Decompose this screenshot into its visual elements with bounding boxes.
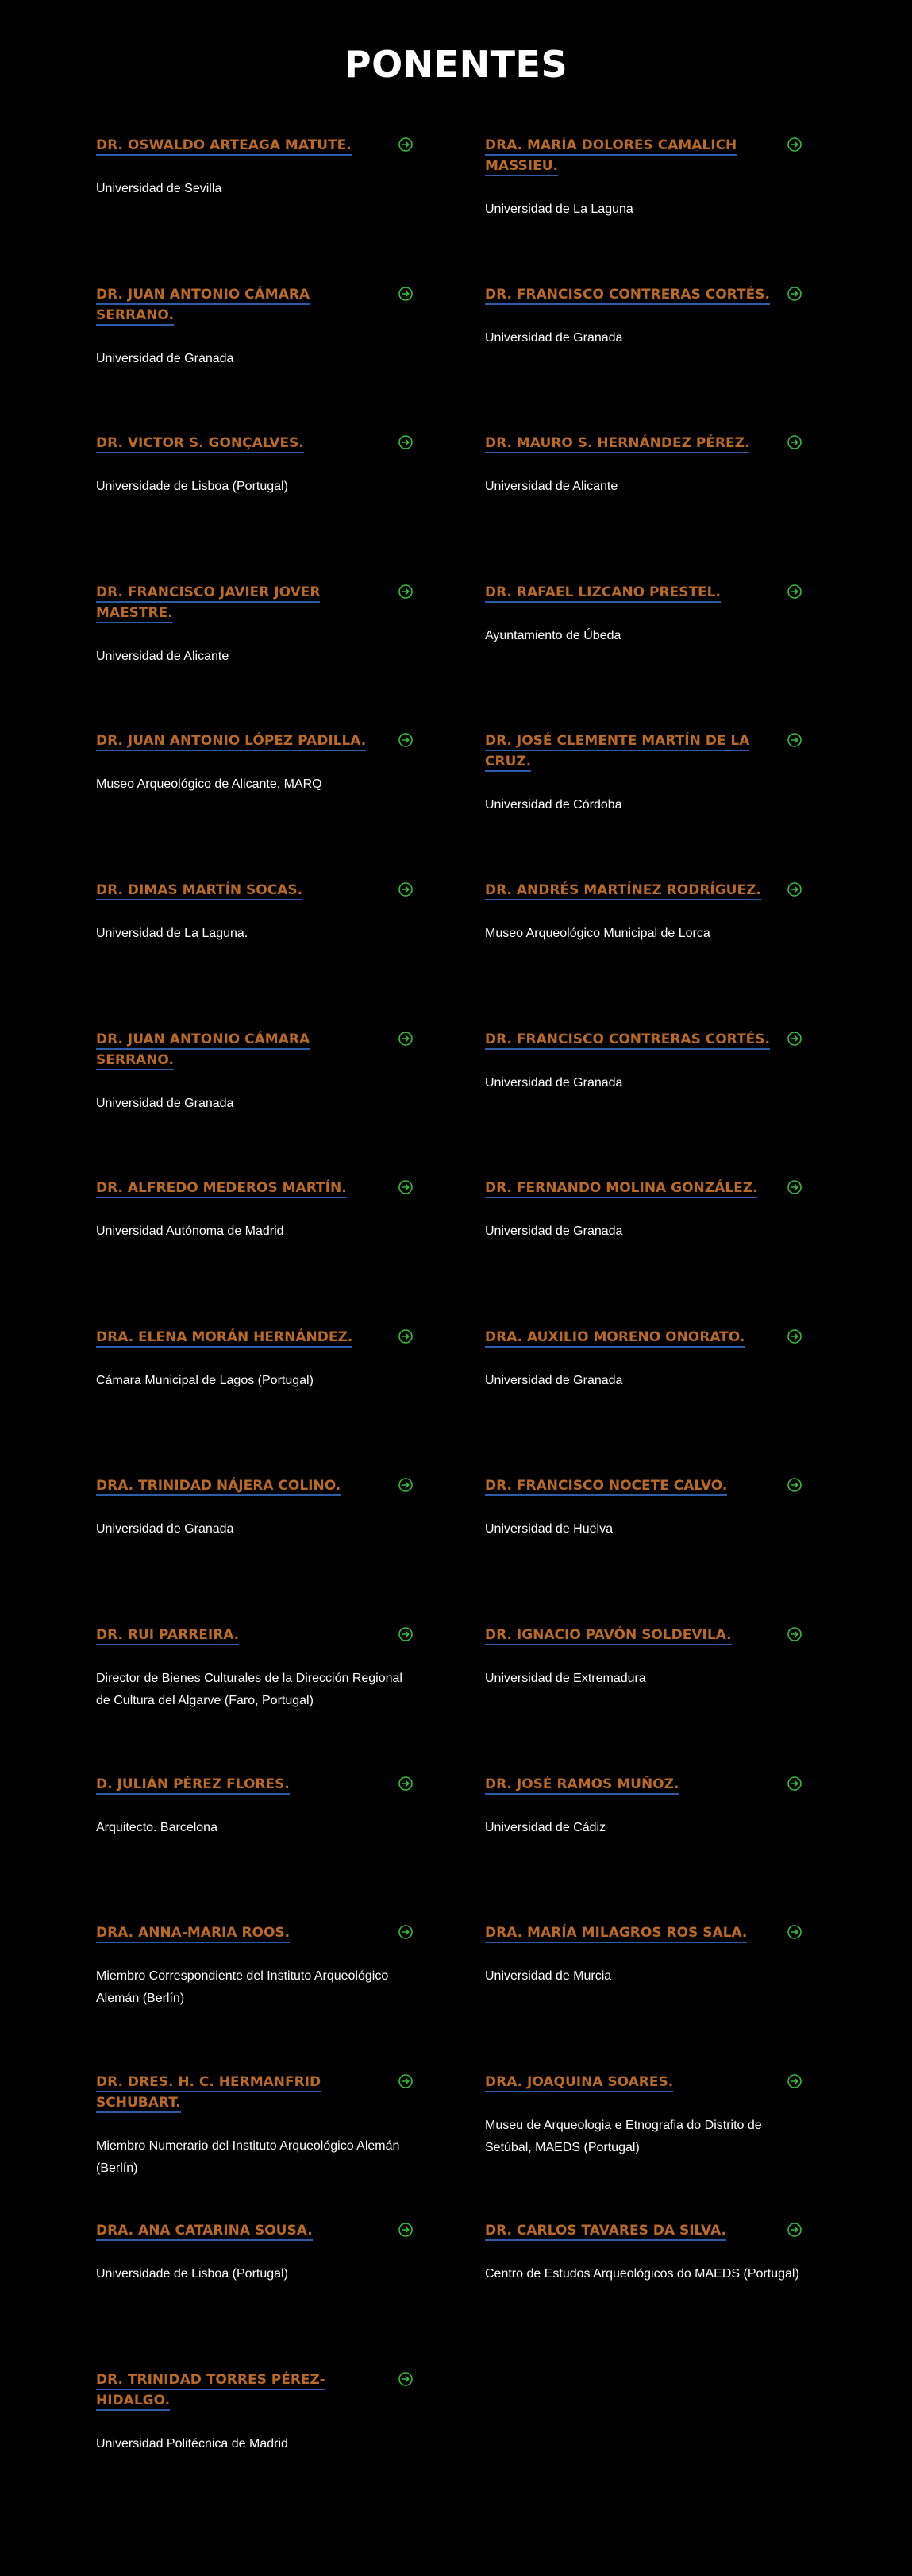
- speaker-header: [485, 2220, 802, 2241]
- arrow-circle-right-icon[interactable]: [398, 1776, 414, 1791]
- speaker-affiliation: Universidad de Córdoba: [485, 798, 622, 812]
- speaker-name-link[interactable]: DR. MAURO S. HERNÁNDEZ PÉREZ.: [485, 435, 749, 453]
- speaker-name-link[interactable]: DR. DRES. H. C. HERMANFRID SCHUBART.: [96, 2074, 321, 2113]
- speaker-header: [96, 2370, 414, 2411]
- arrow-circle-right-icon[interactable]: [398, 434, 414, 450]
- speaker-name-link[interactable]: DR. FRANCISCO JAVIER JOVER MAESTRE.: [96, 584, 320, 623]
- speaker-name-link[interactable]: DR. JOSÉ CLEMENTE MARTÍN DE LA CRUZ.: [485, 733, 749, 772]
- arrow-circle-right-icon[interactable]: [398, 1626, 414, 1642]
- arrow-circle-right-icon[interactable]: [787, 2222, 802, 2238]
- speaker-card: [96, 1162, 414, 1311]
- speaker-affiliation: Universidad Autónoma de Madrid: [96, 1224, 284, 1239]
- speaker-header: [485, 433, 802, 453]
- speaker-affiliation: Miembro Correspondiente del Instituto Arqueológico Alemán (Berlín): [96, 1969, 389, 2006]
- speaker-card: [485, 1609, 802, 1758]
- speaker-name-link[interactable]: DR. FRANCISCO NOCETE CALVO.: [485, 1478, 727, 1496]
- speaker-affiliation: Arquitecto. Barcelona: [96, 1820, 217, 1834]
- speaker-header: [96, 1178, 414, 1198]
- speaker-card: [485, 1758, 802, 1907]
- speaker-affiliation: Universidade de Lisboa (Portugal): [96, 2267, 288, 2281]
- speaker-header: [96, 880, 414, 900]
- arrow-circle-right-icon[interactable]: [787, 1924, 802, 1940]
- speaker-header: [96, 2220, 414, 2241]
- speaker-card: [96, 417, 414, 566]
- speaker-affiliation: Universidad de Alicante: [485, 480, 618, 494]
- speaker-name-link[interactable]: DRA. MARÍA DOLORES CAMALICH MASSIEU.: [485, 137, 737, 176]
- speaker-header: [485, 731, 802, 772]
- arrow-circle-right-icon[interactable]: [398, 1477, 414, 1493]
- speaker-name-link[interactable]: DR. TRINIDAD TORRES PÉREZ-HIDALGO.: [96, 2372, 325, 2411]
- speaker-card: [485, 2204, 802, 2354]
- arrow-circle-right-icon[interactable]: [787, 1179, 802, 1195]
- speaker-name-link[interactable]: DR. VICTOR S. GONÇALVES.: [96, 435, 304, 453]
- speaker-card: [96, 2056, 414, 2205]
- speaker-name-link[interactable]: DRA. MARÍA MILAGROS ROS SALA.: [485, 1925, 747, 1943]
- speaker-card: [485, 1162, 802, 1311]
- speaker-card: [96, 268, 414, 418]
- speaker-name-link[interactable]: DR. FRANCISCO CONTRERAS CORTÉS.: [485, 287, 770, 305]
- speaker-name-link[interactable]: DRA. ANA CATARINA SOUSA.: [96, 2223, 313, 2241]
- speaker-card: [485, 2056, 802, 2205]
- speaker-name-link[interactable]: DR. CARLOS TAVARES DA SILVA.: [485, 2223, 726, 2241]
- speaker-card: [485, 566, 802, 715]
- arrow-circle-right-icon[interactable]: [787, 434, 802, 450]
- speaker-card: [96, 2204, 414, 2354]
- speaker-name-link[interactable]: DR. ALFREDO MEDEROS MARTÍN.: [96, 1180, 347, 1198]
- speaker-header: [96, 1922, 414, 1943]
- speaker-card: [96, 2354, 414, 2503]
- arrow-circle-right-icon[interactable]: [787, 732, 802, 748]
- speaker-affiliation: Universidad de Extremadura: [485, 1671, 646, 1685]
- speaker-header: [96, 1774, 414, 1795]
- speaker-header: [485, 1922, 802, 1943]
- speaker-card: [485, 715, 802, 864]
- arrow-circle-right-icon[interactable]: [398, 584, 414, 600]
- page-title: PONENTES: [344, 43, 568, 86]
- speaker-name-link[interactable]: DR. OSWALDO ARTEAGA MATUTE.: [96, 137, 352, 156]
- arrow-circle-right-icon[interactable]: [398, 137, 414, 152]
- speaker-card: [485, 119, 802, 268]
- speaker-header: [485, 2072, 802, 2092]
- speaker-name-link[interactable]: DR. JOSÉ RAMOS MUÑOZ.: [485, 1776, 679, 1795]
- speaker-header: [485, 1625, 802, 1645]
- speaker-affiliation: Universidad de Alicante: [96, 649, 229, 663]
- speaker-name-link[interactable]: DR. IGNACIO PAVÓN SOLDEVILA.: [485, 1627, 732, 1645]
- arrow-circle-right-icon[interactable]: [398, 1924, 414, 1940]
- speaker-card: [96, 1311, 414, 1460]
- arrow-circle-right-icon[interactable]: [787, 584, 802, 600]
- speaker-affiliation: Universidade de Lisboa (Portugal): [96, 480, 288, 494]
- speaker-header: [485, 135, 802, 176]
- speaker-header: [485, 1774, 802, 1795]
- speaker-header: [96, 1029, 414, 1070]
- speaker-card: [96, 864, 414, 1013]
- speaker-name-link[interactable]: DR. FERNANDO MOLINA GONZÁLEZ.: [485, 1180, 757, 1198]
- arrow-circle-right-icon[interactable]: [398, 1179, 414, 1195]
- speaker-grid: [96, 119, 802, 2503]
- speaker-header: [96, 582, 414, 623]
- speaker-name-link[interactable]: D. JULIÁN PÉREZ FLORES.: [96, 1776, 290, 1795]
- speaker-card: [485, 268, 802, 418]
- speaker-affiliation: Universidad de Granada: [485, 330, 623, 345]
- speaker-card: [485, 1311, 802, 1460]
- speaker-name-link[interactable]: DRA. ANNA-MARIA ROOS.: [96, 1925, 290, 1943]
- speaker-name-link[interactable]: DRA. AUXILIO MORENO ONORATO.: [485, 1329, 745, 1348]
- arrow-circle-right-icon[interactable]: [787, 1776, 802, 1791]
- speaker-name-link[interactable]: DR. RUI PARREIRA.: [96, 1627, 239, 1645]
- speaker-affiliation: Universidad de La Laguna: [485, 202, 633, 216]
- arrow-circle-right-icon[interactable]: [787, 1626, 802, 1642]
- speaker-affiliation: Director de Bienes Culturales de la Dirección Regional de Cultura del Algarve (Faro, Portugal): [96, 1671, 402, 1707]
- speaker-affiliation: Universidad de Granada: [96, 1096, 234, 1110]
- arrow-circle-right-icon[interactable]: [398, 286, 414, 302]
- arrow-circle-right-icon[interactable]: [787, 881, 802, 897]
- speaker-affiliation: Museo Arqueológico Municipal de Lorca: [485, 926, 710, 940]
- arrow-circle-right-icon[interactable]: [398, 881, 414, 897]
- speaker-header: [485, 1327, 802, 1348]
- speaker-affiliation: Universidad de Granada: [485, 1075, 623, 1089]
- speaker-affiliation: Universidad de Granada: [485, 1373, 623, 1387]
- speaker-card: [96, 1013, 414, 1163]
- speaker-affiliation: Universidad Politécnica de Madrid: [96, 2436, 288, 2451]
- speaker-affiliation: Universidad de Murcia: [485, 1969, 612, 1984]
- speaker-affiliation: Miembro Numerario del Instituto Arqueológico Alemán (Berlín): [96, 2138, 400, 2175]
- speaker-header: [96, 1475, 414, 1496]
- speaker-header: [485, 284, 802, 305]
- speaker-name-link[interactable]: DR. JUAN ANTONIO LÓPEZ PADILLA.: [96, 733, 366, 751]
- speaker-card: [485, 1013, 802, 1163]
- speaker-header: [485, 1178, 802, 1198]
- speaker-affiliation: Museu de Arqueologia e Etnografia do Distrito de Setúbal, MAEDS (Portugal): [485, 2118, 762, 2154]
- arrow-circle-right-icon[interactable]: [398, 2222, 414, 2238]
- speaker-header: [96, 731, 414, 751]
- speaker-name-link[interactable]: DRA. TRINIDAD NÁJERA COLINO.: [96, 1478, 341, 1496]
- arrow-circle-right-icon[interactable]: [398, 2073, 414, 2089]
- speaker-affiliation: Museo Arqueológico de Alicante, MARQ: [96, 777, 322, 792]
- speaker-affiliation: Universidad de Huelva: [485, 1522, 613, 1537]
- arrow-circle-right-icon[interactable]: [398, 732, 414, 748]
- speaker-affiliation: Universidad de Granada: [485, 1224, 623, 1239]
- speaker-affiliation: Universidad de Granada: [96, 1522, 234, 1537]
- speaker-card: [96, 566, 414, 715]
- speaker-affiliation: Universidad de Cádiz: [485, 1820, 606, 1834]
- speaker-card: [96, 1907, 414, 2056]
- speaker-card: [96, 119, 414, 268]
- speaker-header: [96, 2072, 414, 2113]
- arrow-circle-right-icon[interactable]: [787, 2073, 802, 2089]
- arrow-circle-right-icon[interactable]: [787, 286, 802, 302]
- speaker-card: [96, 1460, 414, 1609]
- speaker-header: [485, 582, 802, 603]
- speaker-card: [485, 864, 802, 1013]
- speaker-name-link[interactable]: DR. ANDRÉS MARTÍNEZ RODRÍGUEZ.: [485, 882, 761, 900]
- speaker-card: [96, 715, 414, 864]
- speaker-header: [485, 1475, 802, 1496]
- speaker-affiliation: Cámara Municipal de Lagos (Portugal): [96, 1373, 314, 1387]
- speaker-affiliation: Universidad de La Laguna.: [96, 926, 248, 940]
- arrow-circle-right-icon[interactable]: [398, 1328, 414, 1344]
- speaker-name-link[interactable]: DR. JUAN ANTONIO CÁMARA SERRANO.: [96, 287, 310, 326]
- speaker-header: [485, 880, 802, 900]
- arrow-circle-right-icon[interactable]: [398, 1031, 414, 1047]
- speaker-card: [96, 1609, 414, 1758]
- speaker-name-link[interactable]: DR. JUAN ANTONIO CÁMARA SERRANO.: [96, 1032, 310, 1070]
- speaker-card: [485, 1907, 802, 2056]
- speaker-affiliation: Ayuntamiento de Úbeda: [485, 628, 621, 642]
- speaker-name-link[interactable]: DR. DIMAS MARTÍN SOCAS.: [96, 882, 302, 900]
- arrow-circle-right-icon[interactable]: [787, 1477, 802, 1493]
- speaker-card: [96, 1758, 414, 1907]
- speaker-name-link[interactable]: DRA. JOAQUINA SOARES.: [485, 2074, 673, 2092]
- speaker-header: [96, 433, 414, 453]
- speaker-header: [96, 1327, 414, 1348]
- arrow-circle-right-icon[interactable]: [787, 137, 802, 152]
- speaker-header: [96, 135, 414, 156]
- speaker-name-link[interactable]: DR. FRANCISCO CONTRERAS CORTÉS.: [485, 1032, 770, 1050]
- arrow-circle-right-icon[interactable]: [787, 1031, 802, 1047]
- speaker-affiliation: Centro de Estudos Arqueológicos do MAEDS (Portugal): [485, 2267, 799, 2281]
- arrow-circle-right-icon[interactable]: [398, 2371, 414, 2387]
- speaker-card: [485, 417, 802, 566]
- speaker-name-link[interactable]: DR. RAFAEL LIZCANO PRESTEL.: [485, 584, 721, 603]
- arrow-circle-right-icon[interactable]: [787, 1328, 802, 1344]
- speaker-affiliation: Universidad de Granada: [96, 351, 234, 365]
- speaker-card: [485, 1460, 802, 1609]
- speaker-name-link[interactable]: DRA. ELENA MORÁN HERNÁNDEZ.: [96, 1329, 352, 1348]
- speaker-header: [96, 1625, 414, 1645]
- speaker-header: [485, 1029, 802, 1050]
- speaker-header: [96, 284, 414, 326]
- speaker-affiliation: Universidad de Sevilla: [96, 182, 222, 195]
